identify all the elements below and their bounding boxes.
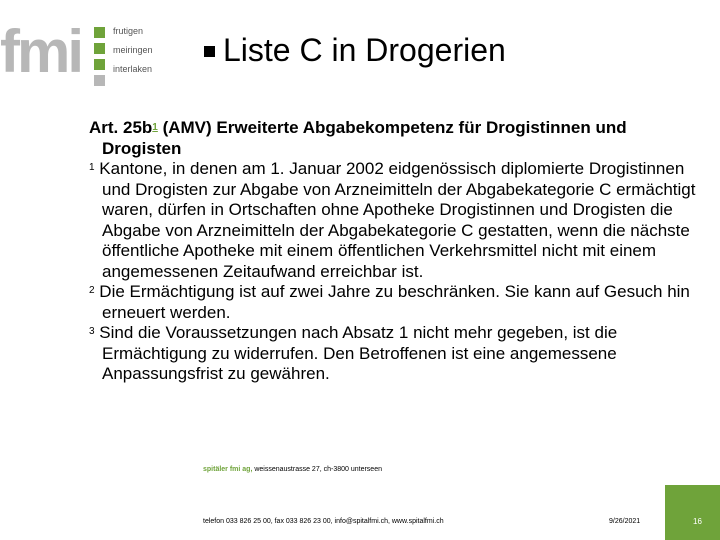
slide-title: Liste C in Drogerien bbox=[223, 32, 506, 68]
title-bullet-icon bbox=[204, 46, 215, 57]
paragraph-number: 2 bbox=[89, 285, 95, 296]
paragraph-text: Kantone, in denen am 1. Januar 2002 eidgenössisch diplomierte Drogistinnen und Drogisten zur Abgabe von Arzneimitteln der Abgabekategorie C ermächtigt waren, dürfen in Ortschaften ohne Apotheke Drogistinnen und Drogisten die Abgabe von Arzneimitteln der Abgabekategorie C gestatten, wenn die nächste öffentliche Apotheke mit einem öffentlichen Verkehrsmittel nicht mit einem angemessenen Zeitaufwand erreichbar ist. bbox=[94, 159, 696, 281]
article-paragraph-2 bbox=[89, 282, 699, 323]
logo-location-frutigen: frutigen bbox=[113, 26, 144, 36]
logo-location-interlaken: interlaken bbox=[113, 64, 153, 74]
article-content bbox=[89, 118, 699, 385]
footnote-ref-link[interactable]: 1 bbox=[152, 122, 158, 133]
footer-org: spitäler fmi ag, bbox=[203, 466, 253, 473]
article-paragraph-3 bbox=[89, 323, 699, 385]
paragraph-number: 3 bbox=[89, 326, 95, 337]
footer-accent-box bbox=[665, 485, 720, 540]
fmi-logo bbox=[0, 18, 180, 85]
footer-address-text: weissenaustrasse 27, ch-3800 unterseen bbox=[252, 466, 382, 473]
footer-date: 9/26/2021 bbox=[609, 518, 641, 525]
article-heading-text: (AMV) Erweiterte Abgabekompetenz für Drogistinnen und Drogisten bbox=[102, 118, 627, 158]
paragraph-number: 1 bbox=[89, 162, 95, 173]
paragraph-text: Die Ermächtigung ist auf zwei Jahre zu beschränken. Sie kann auf Gesuch hin erneuert werden. bbox=[94, 282, 690, 322]
footer-contact: telefon 033 826 25 00, fax 033 826 23 00, info@spitalfmi.ch, www.spitalfmi.ch bbox=[203, 518, 444, 525]
logo-location-meiringen: meiringen bbox=[113, 45, 153, 55]
title-row bbox=[204, 30, 506, 70]
article-heading-prefix: Art. 25b bbox=[89, 118, 153, 137]
logo-squares bbox=[94, 27, 106, 91]
article-heading bbox=[89, 118, 699, 159]
article-paragraph-1 bbox=[89, 159, 699, 282]
footer-address bbox=[203, 466, 382, 473]
paragraph-text: Sind die Voraussetzungen nach Absatz 1 nicht mehr gegeben, ist die Ermächtigung zu widerrufen. Den Betroffenen ist eine angemessene Anpassungsfrist zu gewähren. bbox=[94, 323, 618, 383]
logo-letters: fmi bbox=[0, 18, 81, 85]
page-number: 16 bbox=[693, 517, 702, 526]
